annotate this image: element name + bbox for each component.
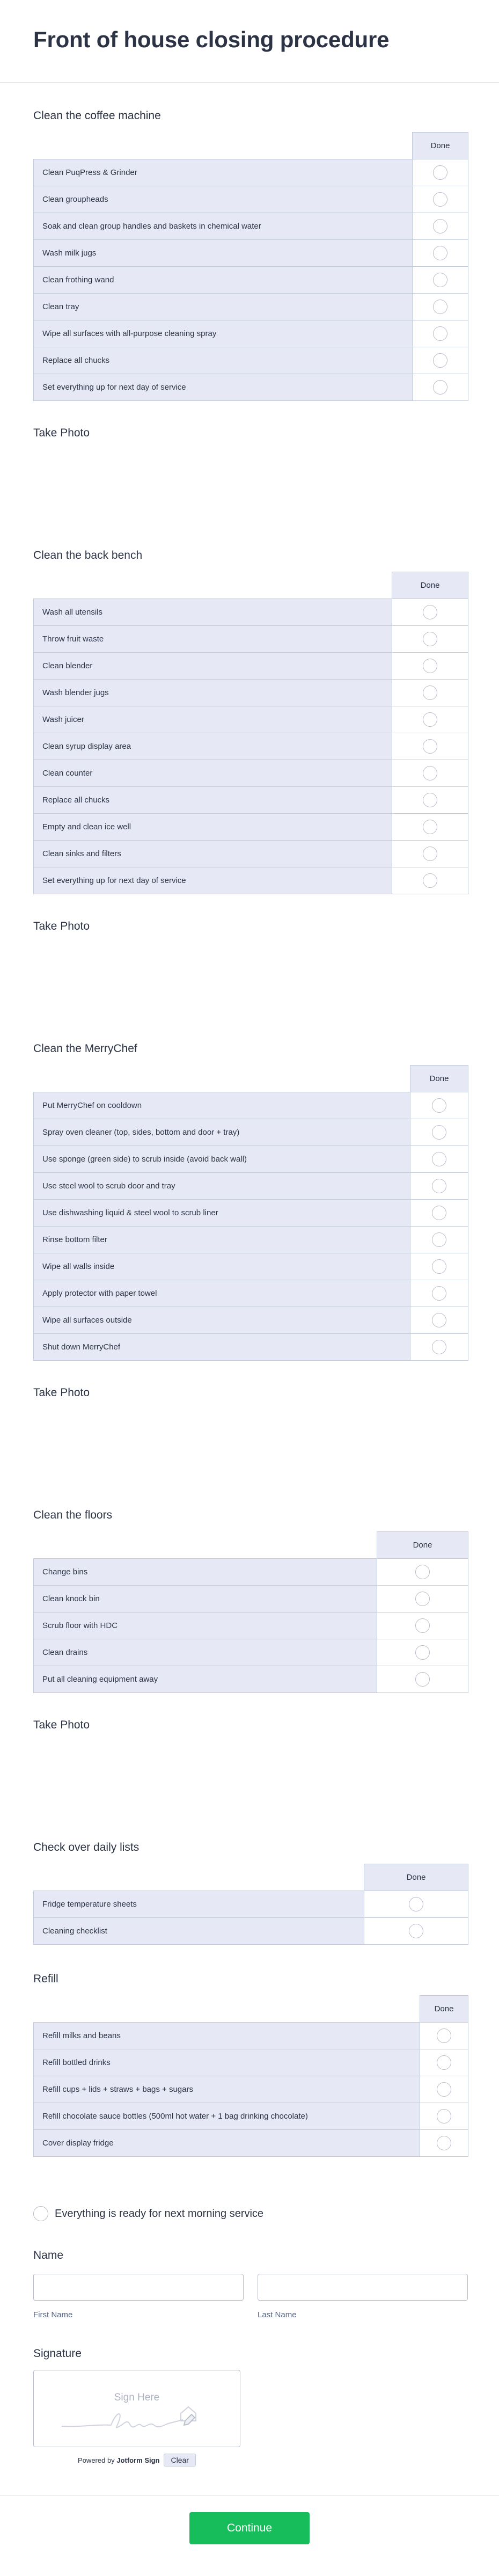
table-row <box>34 159 468 186</box>
done-cell[interactable] <box>377 1559 468 1586</box>
checklist-matrix <box>33 572 468 894</box>
done-cell[interactable] <box>420 2130 468 2157</box>
done-radio[interactable] <box>409 1897 423 1911</box>
done-cell[interactable] <box>392 867 468 894</box>
done-radio[interactable] <box>409 1924 423 1938</box>
row-label: Clean groupheads <box>34 186 413 213</box>
row-label: Replace all chucks <box>34 787 392 814</box>
row-label: Clean tray <box>34 294 413 320</box>
done-cell[interactable] <box>413 294 468 320</box>
done-cell[interactable] <box>392 626 468 653</box>
take-photo-widget[interactable] <box>33 1399 468 1481</box>
done-cell[interactable] <box>413 240 468 267</box>
table-row <box>34 1092 468 1119</box>
done-radio[interactable] <box>423 820 437 834</box>
table-row <box>34 186 468 213</box>
done-radio[interactable] <box>423 739 437 754</box>
done-radio[interactable] <box>433 192 447 207</box>
ready-checkbox-row[interactable] <box>33 2206 468 2221</box>
done-cell[interactable] <box>410 1092 468 1119</box>
matrix-column-done: Done <box>377 1532 468 1559</box>
row-label: Wipe all walls inside <box>34 1253 410 1280</box>
clear-signature-button[interactable]: Clear <box>164 2454 195 2466</box>
done-cell[interactable] <box>392 706 468 733</box>
table-row <box>34 1280 468 1307</box>
matrix-corner <box>34 133 413 159</box>
table-row <box>34 733 468 760</box>
table-row <box>34 2023 468 2049</box>
done-cell[interactable] <box>364 1918 468 1945</box>
first-name-group <box>33 2274 244 2319</box>
table-row <box>34 1334 468 1361</box>
row-label: Wash juicer <box>34 706 392 733</box>
done-cell[interactable] <box>410 1307 468 1334</box>
done-radio[interactable] <box>423 873 437 888</box>
done-radio[interactable] <box>433 380 447 395</box>
take-photo-label: Take Photo <box>33 920 90 932</box>
table-row <box>34 1586 468 1612</box>
table-row <box>34 1918 468 1945</box>
form-content <box>0 110 499 2466</box>
table-row <box>34 2076 468 2103</box>
table-row <box>34 267 468 294</box>
row-label: Cover display fridge <box>34 2130 420 2157</box>
matrix-corner <box>34 1996 420 2023</box>
row-label: Empty and clean ice well <box>34 814 392 841</box>
done-radio[interactable] <box>433 246 447 260</box>
row-label: Clean PuqPress & Grinder <box>34 159 413 186</box>
done-radio[interactable] <box>432 1152 446 1166</box>
done-cell[interactable] <box>392 680 468 706</box>
checklist-matrix <box>33 1864 468 1945</box>
done-cell[interactable] <box>410 1280 468 1307</box>
done-radio[interactable] <box>432 1340 446 1354</box>
table-row <box>34 1227 468 1253</box>
matrix-corner <box>34 1532 377 1559</box>
done-cell[interactable] <box>392 653 468 680</box>
done-radio[interactable] <box>433 273 447 287</box>
row-label: Refill bottled drinks <box>34 2049 420 2076</box>
section-title: Refill <box>33 1973 58 1985</box>
ready-checkbox[interactable] <box>33 2206 48 2221</box>
done-cell[interactable] <box>392 787 468 814</box>
done-radio[interactable] <box>415 1645 430 1660</box>
done-cell[interactable] <box>413 320 468 347</box>
done-radio[interactable] <box>432 1125 446 1140</box>
table-row <box>34 1119 468 1146</box>
done-radio[interactable] <box>433 165 447 180</box>
done-radio[interactable] <box>415 1672 430 1687</box>
checklist-matrix <box>33 132 468 401</box>
section-title: Clean the coffee machine <box>33 110 161 122</box>
done-radio[interactable] <box>432 1098 446 1113</box>
done-radio[interactable] <box>432 1313 446 1327</box>
done-radio[interactable] <box>423 605 437 619</box>
table-row <box>34 213 468 240</box>
table-row <box>34 347 468 374</box>
row-label: Wash milk jugs <box>34 240 413 267</box>
last-name-input[interactable] <box>258 2274 468 2301</box>
row-label: Refill cups + lids + straws + bags + sugars <box>34 2076 420 2103</box>
row-label: Spray oven cleaner (top, sides, bottom and door + tray) <box>34 1119 410 1146</box>
done-cell[interactable] <box>410 1146 468 1173</box>
row-label: Clean syrup display area <box>34 733 392 760</box>
done-radio[interactable] <box>423 712 437 727</box>
table-row <box>34 626 468 653</box>
row-label: Clean frothing wand <box>34 267 413 294</box>
done-cell[interactable] <box>392 733 468 760</box>
table-row <box>34 2130 468 2157</box>
done-cell[interactable] <box>410 1334 468 1361</box>
table-row <box>34 1666 468 1693</box>
done-radio[interactable] <box>432 1259 446 1274</box>
matrix-column-done: Done <box>420 1996 468 2023</box>
table-row <box>34 760 468 787</box>
done-radio[interactable] <box>433 300 447 314</box>
table-row <box>34 1253 468 1280</box>
row-label: Scrub floor with HDC <box>34 1612 377 1639</box>
done-radio[interactable] <box>415 1592 430 1606</box>
section-title: Check over daily lists <box>33 1841 140 1853</box>
table-row <box>34 1173 468 1200</box>
done-cell[interactable] <box>410 1119 468 1146</box>
done-cell[interactable] <box>413 374 468 401</box>
done-radio[interactable] <box>423 632 437 646</box>
checklist-matrix <box>33 1065 468 1361</box>
row-label: Change bins <box>34 1559 377 1586</box>
done-cell[interactable] <box>413 186 468 213</box>
take-photo-label: Take Photo <box>33 1386 90 1399</box>
done-cell[interactable] <box>410 1227 468 1253</box>
row-label: Wash blender jugs <box>34 680 392 706</box>
jotform-sign-brand: Jotform Sign <box>116 2456 160 2464</box>
done-cell[interactable] <box>377 1586 468 1612</box>
take-photo-label: Take Photo <box>33 427 90 439</box>
table-row <box>34 1639 468 1666</box>
row-label: Wipe all surfaces outside <box>34 1307 410 1334</box>
matrix-corner <box>34 1066 410 1092</box>
matrix-column-done: Done <box>413 133 468 159</box>
matrix-corner <box>34 572 392 599</box>
first-name-sublabel: First Name <box>33 2310 73 2319</box>
done-radio[interactable] <box>437 2136 451 2150</box>
done-cell[interactable] <box>364 1891 468 1918</box>
done-radio[interactable] <box>423 685 437 700</box>
row-label: Use steel wool to scrub door and tray <box>34 1173 410 1200</box>
done-cell[interactable] <box>420 2049 468 2076</box>
done-cell[interactable] <box>410 1253 468 1280</box>
section-title: Clean the MerryChef <box>33 1042 137 1055</box>
matrix-corner <box>34 1864 364 1891</box>
done-radio[interactable] <box>423 846 437 861</box>
table-row <box>34 787 468 814</box>
name-label: Name <box>33 2249 64 2261</box>
row-label: Refill milks and beans <box>34 2023 420 2049</box>
checklist-matrix <box>33 1531 468 1693</box>
form-footer <box>0 2495 499 2576</box>
row-label: Use dishwashing liquid & steel wool to scrub liner <box>34 1200 410 1227</box>
done-radio[interactable] <box>432 1286 446 1301</box>
take-photo-label: Take Photo <box>33 1719 90 1731</box>
table-row <box>34 374 468 401</box>
row-label: Throw fruit waste <box>34 626 392 653</box>
done-cell[interactable] <box>410 1200 468 1227</box>
done-cell[interactable] <box>377 1612 468 1639</box>
table-row <box>34 1200 468 1227</box>
table-row <box>34 1559 468 1586</box>
done-radio[interactable] <box>433 219 447 233</box>
row-label: Cleaning checklist <box>34 1918 364 1945</box>
powered-by-text <box>78 2456 159 2464</box>
row-label: Wash all utensils <box>34 599 392 626</box>
row-label: Clean sinks and filters <box>34 841 392 867</box>
done-radio[interactable] <box>432 1206 446 1220</box>
table-row <box>34 2049 468 2076</box>
powered-prefix: Powered by <box>78 2456 115 2464</box>
page-title: Front of house closing procedure <box>33 27 390 52</box>
table-row <box>34 653 468 680</box>
done-cell[interactable] <box>413 267 468 294</box>
done-cell[interactable] <box>420 2103 468 2130</box>
done-radio[interactable] <box>432 1232 446 1247</box>
row-label: Rinse bottom filter <box>34 1227 410 1253</box>
first-name-input[interactable] <box>33 2274 244 2301</box>
continue-button[interactable]: Continue <box>189 2512 310 2544</box>
table-row <box>34 240 468 267</box>
row-label: Clean blender <box>34 653 392 680</box>
row-label: Apply protector with paper towel <box>34 1280 410 1307</box>
table-row <box>34 320 468 347</box>
row-label: Wipe all surfaces with all-purpose cleaning spray <box>34 320 413 347</box>
signature-footer <box>33 2454 240 2466</box>
done-cell[interactable] <box>392 841 468 867</box>
done-radio[interactable] <box>437 2082 451 2097</box>
signature-hint: Sign Here <box>114 2392 160 2403</box>
table-row <box>34 1891 468 1918</box>
ready-checkbox-label: Everything is ready for next morning service <box>55 2207 264 2220</box>
done-cell[interactable] <box>420 2023 468 2049</box>
matrix-column-done: Done <box>392 572 468 599</box>
row-label: Set everything up for next day of service <box>34 867 392 894</box>
done-cell[interactable] <box>410 1173 468 1200</box>
table-row <box>34 706 468 733</box>
table-row <box>34 841 468 867</box>
table-row <box>34 814 468 841</box>
checklist-sections <box>33 110 468 2157</box>
table-row <box>34 1612 468 1639</box>
done-radio[interactable] <box>415 1618 430 1633</box>
row-label: Put MerryChef on cooldown <box>34 1092 410 1119</box>
last-name-sublabel: Last Name <box>258 2310 297 2319</box>
checklist-matrix <box>33 1995 468 2157</box>
section-title: Clean the back bench <box>33 549 143 561</box>
done-radio[interactable] <box>415 1565 430 1579</box>
done-cell[interactable] <box>377 1666 468 1693</box>
done-radio[interactable] <box>437 2055 451 2070</box>
form-header <box>0 0 499 83</box>
row-label: Clean knock bin <box>34 1586 377 1612</box>
row-label: Shut down MerryChef <box>34 1334 410 1361</box>
row-label: Fridge temperature sheets <box>34 1891 364 1918</box>
done-cell[interactable] <box>420 2076 468 2103</box>
done-cell[interactable] <box>392 814 468 841</box>
row-label: Use sponge (green side) to scrub inside (avoid back wall) <box>34 1146 410 1173</box>
table-row <box>34 599 468 626</box>
done-radio[interactable] <box>423 793 437 807</box>
section-title: Clean the floors <box>33 1509 113 1521</box>
row-label: Put all cleaning equipment away <box>34 1666 377 1693</box>
take-photo-widget[interactable] <box>33 440 468 521</box>
row-label: Refill chocolate sauce bottles (500ml hot water + 1 bag drinking chocolate) <box>34 2103 420 2130</box>
done-cell[interactable] <box>377 1639 468 1666</box>
signature-pad[interactable] <box>33 2370 240 2447</box>
row-label: Set everything up for next day of service <box>34 374 413 401</box>
table-row <box>34 680 468 706</box>
table-row <box>34 1146 468 1173</box>
done-cell[interactable] <box>413 213 468 240</box>
last-name-group <box>258 2274 468 2319</box>
signature-label: Signature <box>33 2347 82 2360</box>
matrix-column-done: Done <box>410 1066 468 1092</box>
done-radio[interactable] <box>437 2109 451 2123</box>
table-row <box>34 294 468 320</box>
signature-scribble-icon <box>60 2403 215 2435</box>
table-row <box>34 1307 468 1334</box>
done-cell[interactable] <box>413 347 468 374</box>
matrix-column-done: Done <box>364 1864 468 1891</box>
done-radio[interactable] <box>433 326 447 341</box>
done-cell[interactable] <box>392 599 468 626</box>
row-label: Soak and clean group handles and baskets in chemical water <box>34 213 413 240</box>
take-photo-widget[interactable] <box>33 933 468 1015</box>
done-cell[interactable] <box>413 159 468 186</box>
table-row <box>34 2103 468 2130</box>
done-radio[interactable] <box>433 353 447 368</box>
done-radio[interactable] <box>423 766 437 780</box>
done-radio[interactable] <box>432 1179 446 1193</box>
done-cell[interactable] <box>392 760 468 787</box>
row-label: Clean counter <box>34 760 392 787</box>
name-fields <box>33 2274 468 2319</box>
done-radio[interactable] <box>423 659 437 673</box>
table-row <box>34 867 468 894</box>
take-photo-widget[interactable] <box>33 1732 468 1813</box>
done-radio[interactable] <box>437 2028 451 2043</box>
row-label: Clean drains <box>34 1639 377 1666</box>
row-label: Replace all chucks <box>34 347 413 374</box>
